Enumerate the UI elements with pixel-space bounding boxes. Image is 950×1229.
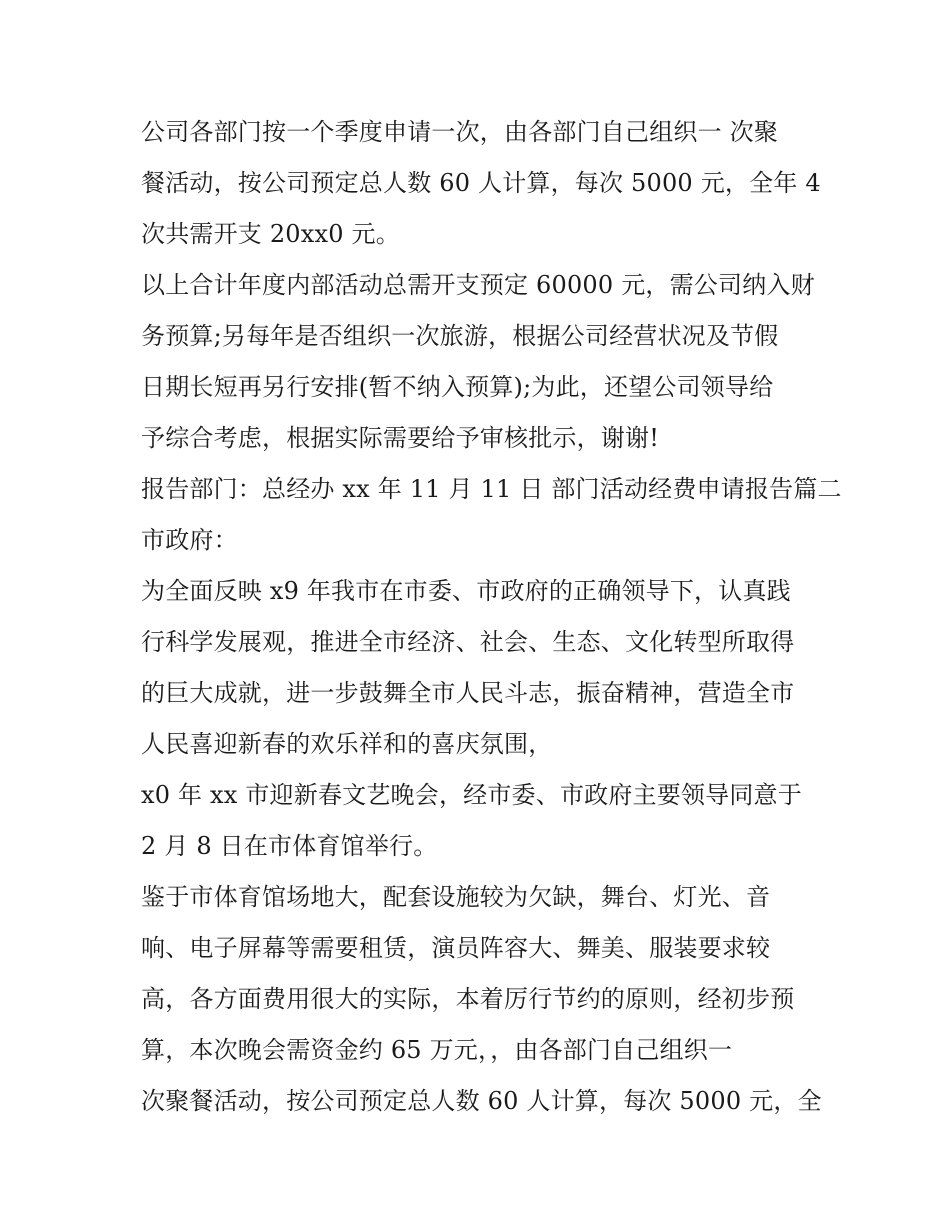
text-line: 为全面反映 x9 年我市在市委、市政府的正确领导下，认真践 bbox=[141, 577, 791, 605]
text-line: 人民喜迎新春的欢乐祥和的喜庆氛围， bbox=[141, 730, 553, 758]
text-line: 高，各方面费用很大的实际，本着厉行节约的原则，经初步预 bbox=[141, 985, 795, 1013]
text-line: 鉴于市体育馆场地大，配套设施较为欠缺，舞台、灯光、音 bbox=[141, 883, 771, 911]
text-line: 次聚餐活动，按公司预定总人数 60 人计算，每次 5000 元，全 bbox=[141, 1087, 822, 1115]
body-text bbox=[141, 107, 842, 1127]
text-line: 次共需开支 20xx0 元。 bbox=[141, 220, 400, 248]
text-line: 日期长短再另行安排(暂不纳入预算);为此，还望公司领导给 bbox=[141, 373, 774, 401]
text-line: 报告部门：总经办 xx 年 11 月 11 日 部门活动经费申请报告篇二 bbox=[141, 475, 842, 503]
text-line: 2 月 8 日在市体育馆举行。 bbox=[141, 832, 438, 860]
text-line: 响、电子屏幕等需要租赁，演员阵容大、舞美、服装要求较 bbox=[141, 934, 771, 962]
text-line: 算，本次晚会需资金约 65 万元，，由各部门自己组织一 bbox=[141, 1036, 733, 1064]
text-line: x0 年 xx 市迎新春文艺晚会，经市委、市政府主要领导同意于 bbox=[141, 781, 802, 809]
text-line: 的巨大成就，进一步鼓舞全市人民斗志，振奋精神，营造全市 bbox=[141, 679, 795, 707]
text-line: 公司各部门按一个季度申请一次，由各部门自己组织一 次聚 bbox=[141, 118, 779, 146]
text-line: 予综合考虑，根据实际需要给予审核批示，谢谢! bbox=[141, 424, 660, 452]
text-line: 务预算;另每年是否组织一次旅游，根据公司经营状况及节假 bbox=[141, 322, 779, 350]
text-line: 市政府： bbox=[141, 526, 238, 554]
text-line: 行科学发展观，推进全市经济、社会、生态、文化转型所取得 bbox=[141, 628, 795, 656]
text-line: 以上合计年度内部活动总需开支预定 60000 元，需公司纳入财 bbox=[141, 271, 815, 299]
text-line: 餐活动，按公司预定总人数 60 人计算，每次 5000 元，全年 4 bbox=[141, 169, 821, 197]
